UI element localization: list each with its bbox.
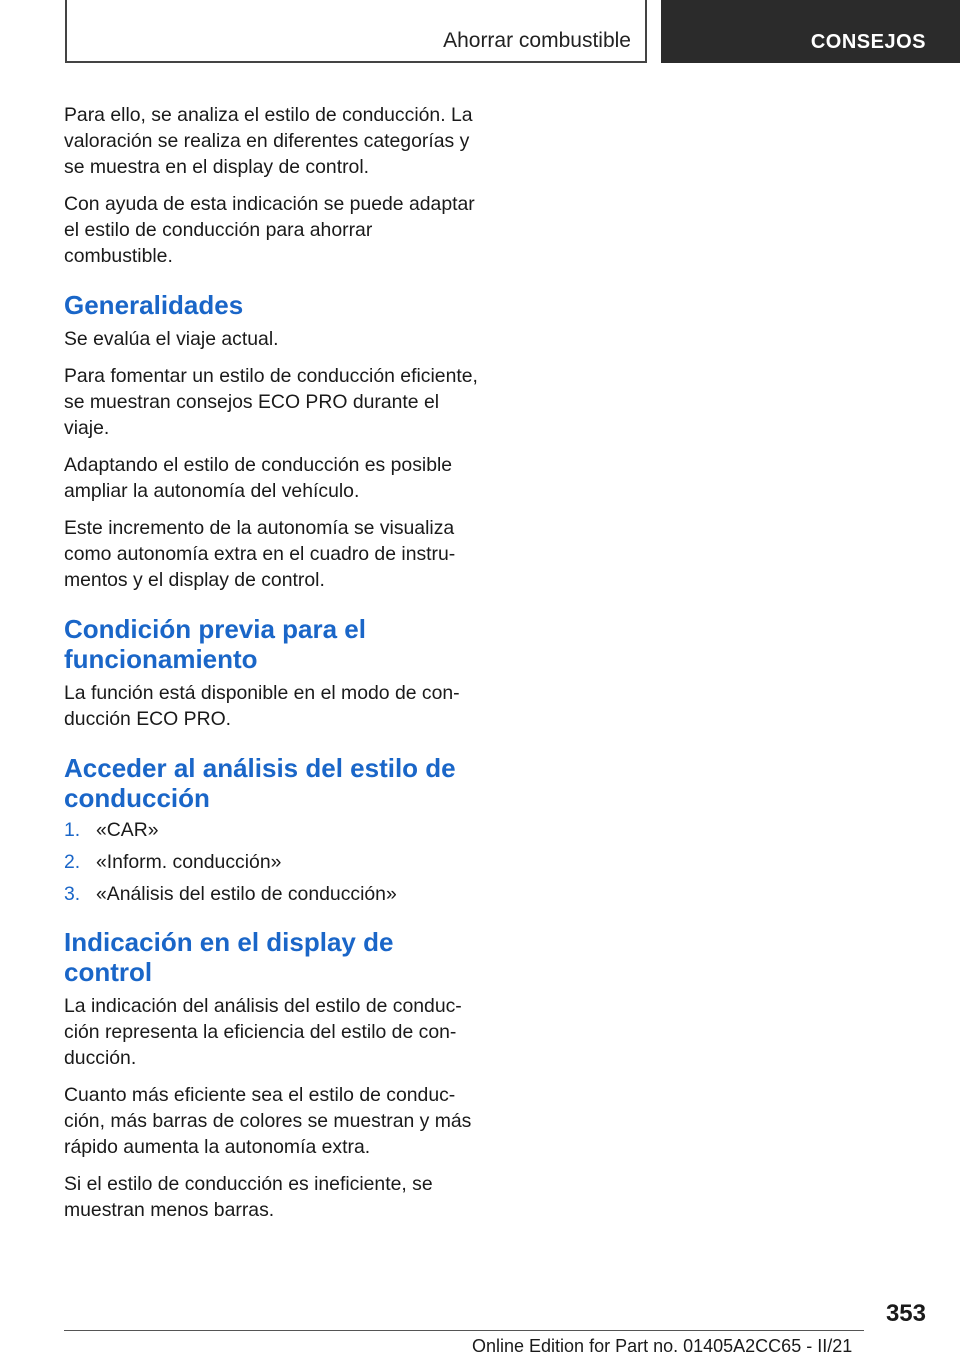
- section-title: Ahorrar combustible: [443, 29, 631, 52]
- edition-text: Online Edition for Part no. 01405A2CC65 - II/21: [472, 1336, 853, 1356]
- body-paragraph: La indicación del análisis del estilo de conduc-ción representa la eficiencia del estilo de con-ducción.: [64, 995, 462, 1069]
- body-paragraph: Se evalúa el viaje actual.: [64, 328, 279, 350]
- page-number: 353: [885, 1300, 926, 1327]
- step-number: 3.: [64, 883, 81, 905]
- step-text: «CAR»: [96, 819, 159, 841]
- step-item: [64, 851, 484, 874]
- section-heading-acceder: Acceder al análisis del estilo de conducción: [64, 753, 456, 813]
- header-section-box: [65, 0, 647, 63]
- body-paragraph: Cuanto más eficiente sea el estilo de conduc-ción, más barras de colores se muestran y más rápido aumenta la autonomía extra.: [64, 1084, 472, 1158]
- main-content: [64, 102, 484, 1234]
- body-paragraph: Este incremento de la autonomía se visualiza como autonomía extra en el cuadro de instru-mentos y el display de control.: [64, 517, 456, 591]
- step-text: «Inform. conducción»: [96, 851, 282, 873]
- body-paragraph: Adaptando el estilo de conducción es posible ampliar la autonomía del vehículo.: [64, 454, 453, 502]
- step-text: «Análisis del estilo de conducción»: [96, 883, 397, 905]
- section-heading-condicion-previa: Condición previa para el funcionamiento: [64, 614, 366, 674]
- body-paragraph: Si el estilo de conducción es ineficiente, se muestran menos barras.: [64, 1173, 433, 1221]
- intro-paragraph: Para ello, se analiza el estilo de conducción. La valoración se realiza en diferentes categorías y se muestra en el display de control.: [64, 104, 473, 178]
- body-paragraph: La función está disponible en el modo de con-ducción ECO PRO.: [64, 682, 460, 730]
- step-number: 2.: [64, 851, 81, 873]
- chapter-label: CONSEJOS: [810, 31, 926, 53]
- section-heading-indicacion: Indicación en el display de control: [64, 927, 394, 987]
- step-item: [64, 819, 484, 842]
- body-paragraph: Para fomentar un estilo de conducción eficiente, se muestran consejos ECO PRO durante el viaje.: [64, 365, 478, 439]
- header-chapter-box: [661, 0, 960, 63]
- footer-divider: [64, 1330, 864, 1331]
- intro-paragraph: Con ayuda de esta indicación se puede adaptar el estilo de conducción para ahorrar combustible.: [64, 193, 475, 267]
- steps-list: [64, 819, 484, 906]
- section-heading-generalidades: Generalidades: [64, 290, 244, 320]
- step-number: 1.: [64, 819, 81, 841]
- step-item: [64, 883, 484, 906]
